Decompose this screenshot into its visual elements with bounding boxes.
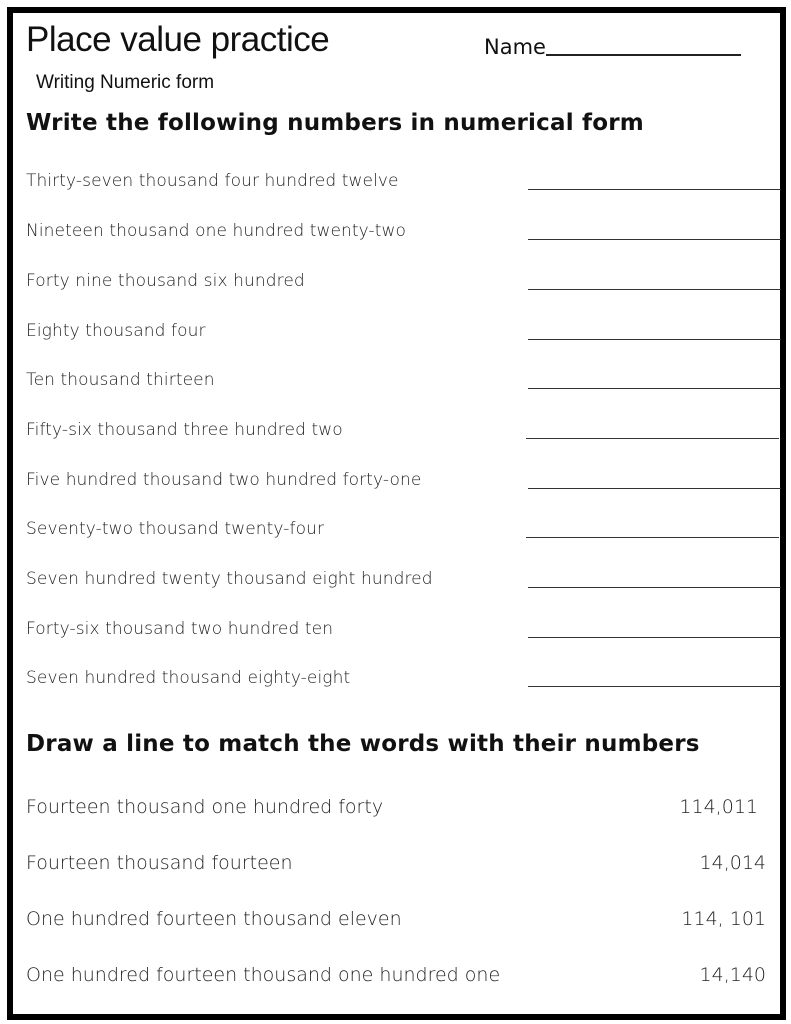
- question-words: Seventy-two thousand twenty-four: [26, 519, 325, 539]
- question-words: Ten thousand thirteen: [26, 370, 215, 390]
- worksheet-title: Place value practice: [26, 20, 330, 59]
- answer-blank[interactable]: [528, 388, 781, 389]
- question-row: [26, 619, 781, 649]
- question-row: [26, 569, 781, 599]
- answer-blank[interactable]: [528, 686, 781, 687]
- answer-blank[interactable]: [528, 339, 781, 340]
- match-number[interactable]: 114, 101: [681, 908, 766, 930]
- question-row: [26, 668, 781, 698]
- match-words[interactable]: Fourteen thousand one hundred forty: [26, 796, 384, 818]
- question-words: Fifty-six thousand three hundred two: [26, 420, 343, 440]
- match-row: [26, 852, 766, 884]
- question-words: Seven hundred twenty thousand eight hundred: [26, 569, 433, 589]
- match-number[interactable]: 14,140: [699, 964, 766, 986]
- question-row: [26, 221, 781, 251]
- question-words: Seven hundred thousand eighty-eight: [26, 668, 351, 688]
- question-words: Thirty-seven thousand four hundred twelve: [26, 171, 399, 191]
- question-row: [26, 420, 781, 450]
- match-number[interactable]: 114,011: [679, 796, 758, 818]
- answer-blank[interactable]: [528, 289, 781, 290]
- section-1-heading: Write the following numbers in numerical form: [26, 110, 644, 136]
- answer-blank[interactable]: [528, 587, 781, 588]
- answer-blank[interactable]: [528, 189, 781, 190]
- match-number[interactable]: 14,014: [699, 852, 766, 874]
- answer-blank[interactable]: [528, 488, 781, 489]
- match-words[interactable]: One hundred fourteen thousand eleven: [26, 908, 402, 930]
- name-blank-line[interactable]: [546, 54, 741, 56]
- worksheet-subtitle: Writing Numeric form: [36, 72, 215, 93]
- question-words: Eighty thousand four: [26, 321, 206, 341]
- match-words[interactable]: One hundred fourteen thousand one hundred one: [26, 964, 501, 986]
- question-row: [26, 171, 781, 201]
- question-row: [26, 370, 781, 400]
- match-row: [26, 796, 766, 828]
- question-words: Forty-six thousand two hundred ten: [26, 619, 334, 639]
- answer-blank[interactable]: [528, 239, 781, 240]
- match-words[interactable]: Fourteen thousand fourteen: [26, 852, 293, 874]
- question-row: [26, 519, 781, 549]
- answer-blank[interactable]: [528, 637, 781, 638]
- match-row: [26, 964, 766, 996]
- answer-blank[interactable]: [526, 438, 779, 439]
- section-2-heading: Draw a line to match the words with their numbers: [26, 731, 700, 757]
- match-row: [26, 908, 766, 940]
- question-words: Five hundred thousand two hundred forty-one: [26, 470, 422, 490]
- question-words: Nineteen thousand one hundred twenty-two: [26, 221, 407, 241]
- name-field[interactable]: [484, 34, 741, 60]
- question-words: Forty nine thousand six hundred: [26, 271, 305, 291]
- question-row: [26, 470, 781, 500]
- answer-blank[interactable]: [526, 537, 779, 538]
- question-row: [26, 271, 781, 301]
- question-row: [26, 321, 781, 351]
- name-label: Name: [484, 35, 546, 59]
